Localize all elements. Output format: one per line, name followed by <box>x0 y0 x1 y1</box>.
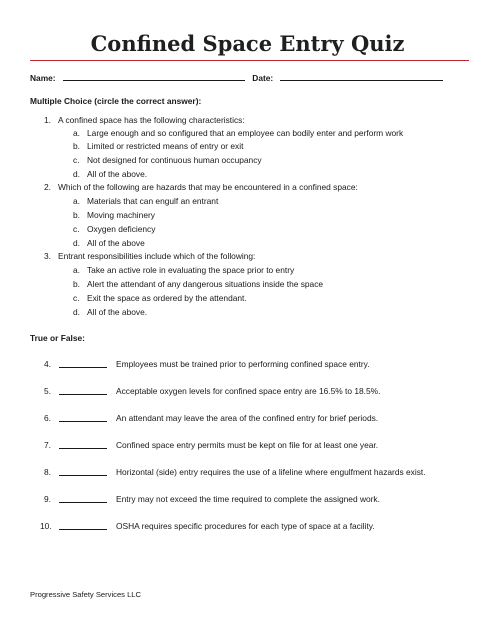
tf-heading: True or False: <box>30 333 85 343</box>
option-letter: c. <box>73 224 80 234</box>
option-text: Alert the attendant of any dangerous situations inside the space <box>87 279 324 289</box>
question-number: 2. <box>44 182 51 192</box>
option-letter: a. <box>73 265 80 275</box>
option-text: Not designed for continuous human occupancy <box>87 155 262 165</box>
option-text: Moving machinery <box>87 210 155 220</box>
option-letter: d. <box>73 238 80 248</box>
date-field[interactable] <box>280 72 443 81</box>
option-text: Limited or restricted means of entry or exit <box>87 141 244 151</box>
title-divider <box>30 60 469 61</box>
tf-statement: Entry may not exceed the time required to complete the assigned work. <box>116 494 380 504</box>
option-letter: b. <box>73 279 80 289</box>
name-date-line <box>30 72 443 83</box>
answer-blank[interactable] <box>59 412 107 422</box>
option-letter: a. <box>73 196 80 206</box>
tf-number: 4. <box>44 359 51 369</box>
name-field[interactable] <box>63 72 245 81</box>
option-text: Take an active role in evaluating the space prior to entry <box>87 265 295 275</box>
name-label: Name: <box>30 73 56 83</box>
question-number: 3. <box>44 251 51 261</box>
option-text: Materials that can engulf an entrant <box>87 196 219 206</box>
tf-number: 7. <box>44 440 51 450</box>
footer-company: Progressive Safety Services LLC <box>30 590 141 599</box>
option-letter: d. <box>73 169 80 179</box>
answer-blank[interactable] <box>59 439 107 449</box>
option-text: All of the above. <box>87 307 148 317</box>
option-text: Oxygen deficiency <box>87 224 156 234</box>
tf-number: 8. <box>44 467 51 477</box>
answer-blank[interactable] <box>59 358 107 368</box>
option-letter: c. <box>73 293 80 303</box>
tf-statement: An attendant may leave the area of the confined entry for brief periods. <box>116 413 379 423</box>
answer-blank[interactable] <box>59 493 107 503</box>
mc-heading: Multiple Choice (circle the correct answer): <box>30 96 202 106</box>
tf-statement: Acceptable oxygen levels for confined space entry are 16.5% to 18.5%. <box>116 386 381 396</box>
option-letter: d. <box>73 307 80 317</box>
answer-blank[interactable] <box>59 520 107 530</box>
option-text: All of the above <box>87 238 145 248</box>
option-letter: b. <box>73 141 80 151</box>
question-text: Which of the following are hazards that may be encountered in a confined space: <box>58 182 358 192</box>
date-label: Date: <box>252 73 274 83</box>
answer-blank[interactable] <box>59 385 107 395</box>
option-letter: a. <box>73 128 80 138</box>
tf-number: 5. <box>44 386 51 396</box>
option-text: All of the above. <box>87 169 148 179</box>
tf-statement: Confined space entry permits must be kept on file for at least one year. <box>116 440 379 450</box>
option-text: Exit the space as ordered by the attendant. <box>87 293 247 303</box>
option-letter: c. <box>73 155 80 165</box>
answer-blank[interactable] <box>59 466 107 476</box>
tf-number: 6. <box>44 413 51 423</box>
tf-statement: Employees must be trained prior to performing confined space entry. <box>116 359 370 369</box>
tf-number: 9. <box>44 494 51 504</box>
question-text: A confined space has the following characteristics: <box>58 115 245 125</box>
option-text: Large enough and so configured that an employee can bodily enter and perform work <box>87 128 404 138</box>
question-text: Entrant responsibilities include which of the following: <box>58 251 256 261</box>
question-number: 1. <box>44 115 51 125</box>
option-letter: b. <box>73 210 80 220</box>
tf-statement: OSHA requires specific procedures for each type of space at a facility. <box>116 521 375 531</box>
tf-number: 10. <box>40 521 52 531</box>
tf-statement: Horizontal (side) entry requires the use of a lifeline where engulfment hazards exist. <box>116 467 426 477</box>
page-title: Confined Space Entry Quiz <box>90 31 405 56</box>
